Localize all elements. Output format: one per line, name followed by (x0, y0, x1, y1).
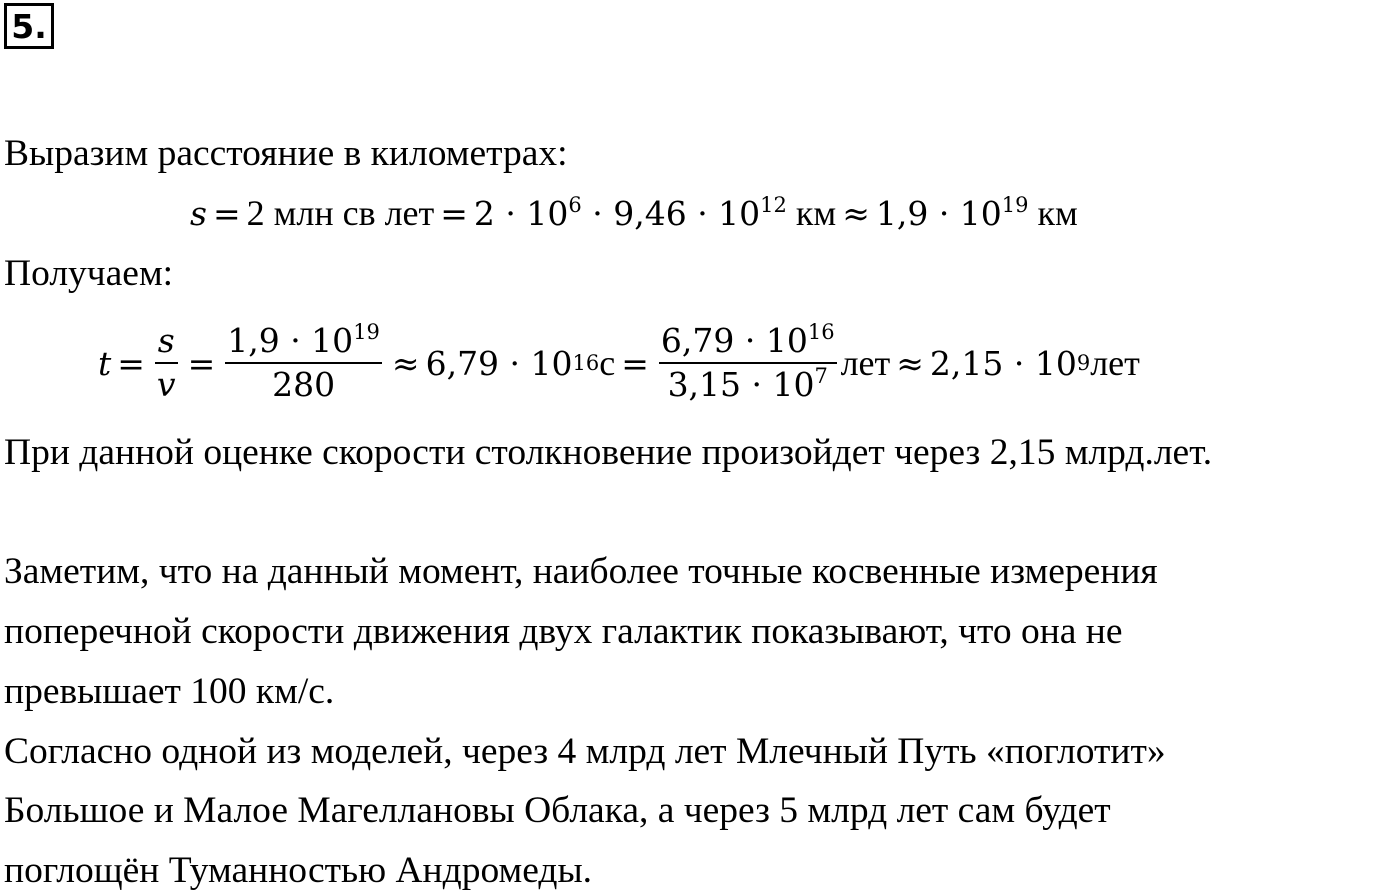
paragraph-conclusion: При данной оценке скорости столкновение произойдет через 2,15 млрд.лет. (4, 432, 1213, 473)
fraction-distance-over-speed: $\frac{1,9 \cdot 10^{19}}{280}$ (227, 320, 380, 404)
time-result: 2,15 · 10 (929, 343, 1077, 383)
time-in-seconds: 6,79 · 10 (425, 343, 573, 383)
paragraph-we-get: Получаем: (4, 253, 174, 294)
distance-in-light-years: 2 млн св лет (246, 193, 435, 233)
fraction-seconds-to-years: $\frac{6,79 \cdot 10^{16}}{3,15 \cdot 10^7}$ (660, 320, 835, 404)
distance-result: 1,9 · 10 (875, 194, 1002, 233)
paragraph-note-line-3: превышает 100 км/с. (4, 671, 335, 712)
paragraph-model-line-1: Согласно одной из моделей, через 4 млрд лет Млечный Путь «поглотит» (4, 731, 1166, 772)
equation-time: t = $\frac{s}{v}$ = $\frac{1,9 \cdot 10^{19}}{280}$ ≈ 6,79 · 10 16 с = $\frac{6,79 \cdot 10^{16}}{3,15 \cdot 10^7}$ лет ≈ 2,15 · 10 9 лет (98, 320, 1140, 404)
paragraph-model-line-2: Большое и Малое Магеллановы Облака, а через 5 млрд лет сам будет (4, 790, 1111, 831)
equation-distance: s = 2 млн св лет = $2 \cdot 10^6 \cdot 9,46 \cdot 10^{12}$ км ≈ $1,9 \cdot 10^{19}$ км (190, 192, 1078, 233)
var-s: s (190, 194, 207, 233)
paragraph-note-line-2: поперечной скорости движения двух галактик показывают, что она не (4, 611, 1123, 652)
paragraph-express-distance: Выразим расстояние в километрах: (4, 133, 568, 174)
task-number-box (4, 3, 54, 49)
paragraph-model-line-3: поглощён Туманностью Андромеды. (4, 850, 593, 891)
var-t: t (98, 343, 112, 383)
paragraph-note-line-1: Заметим, что на данный момент, наиболее точные косвенные измерения (4, 551, 1158, 592)
task-number: 5. (11, 6, 47, 46)
fraction-s-over-v: $\frac{s}{v}$ (156, 321, 176, 404)
